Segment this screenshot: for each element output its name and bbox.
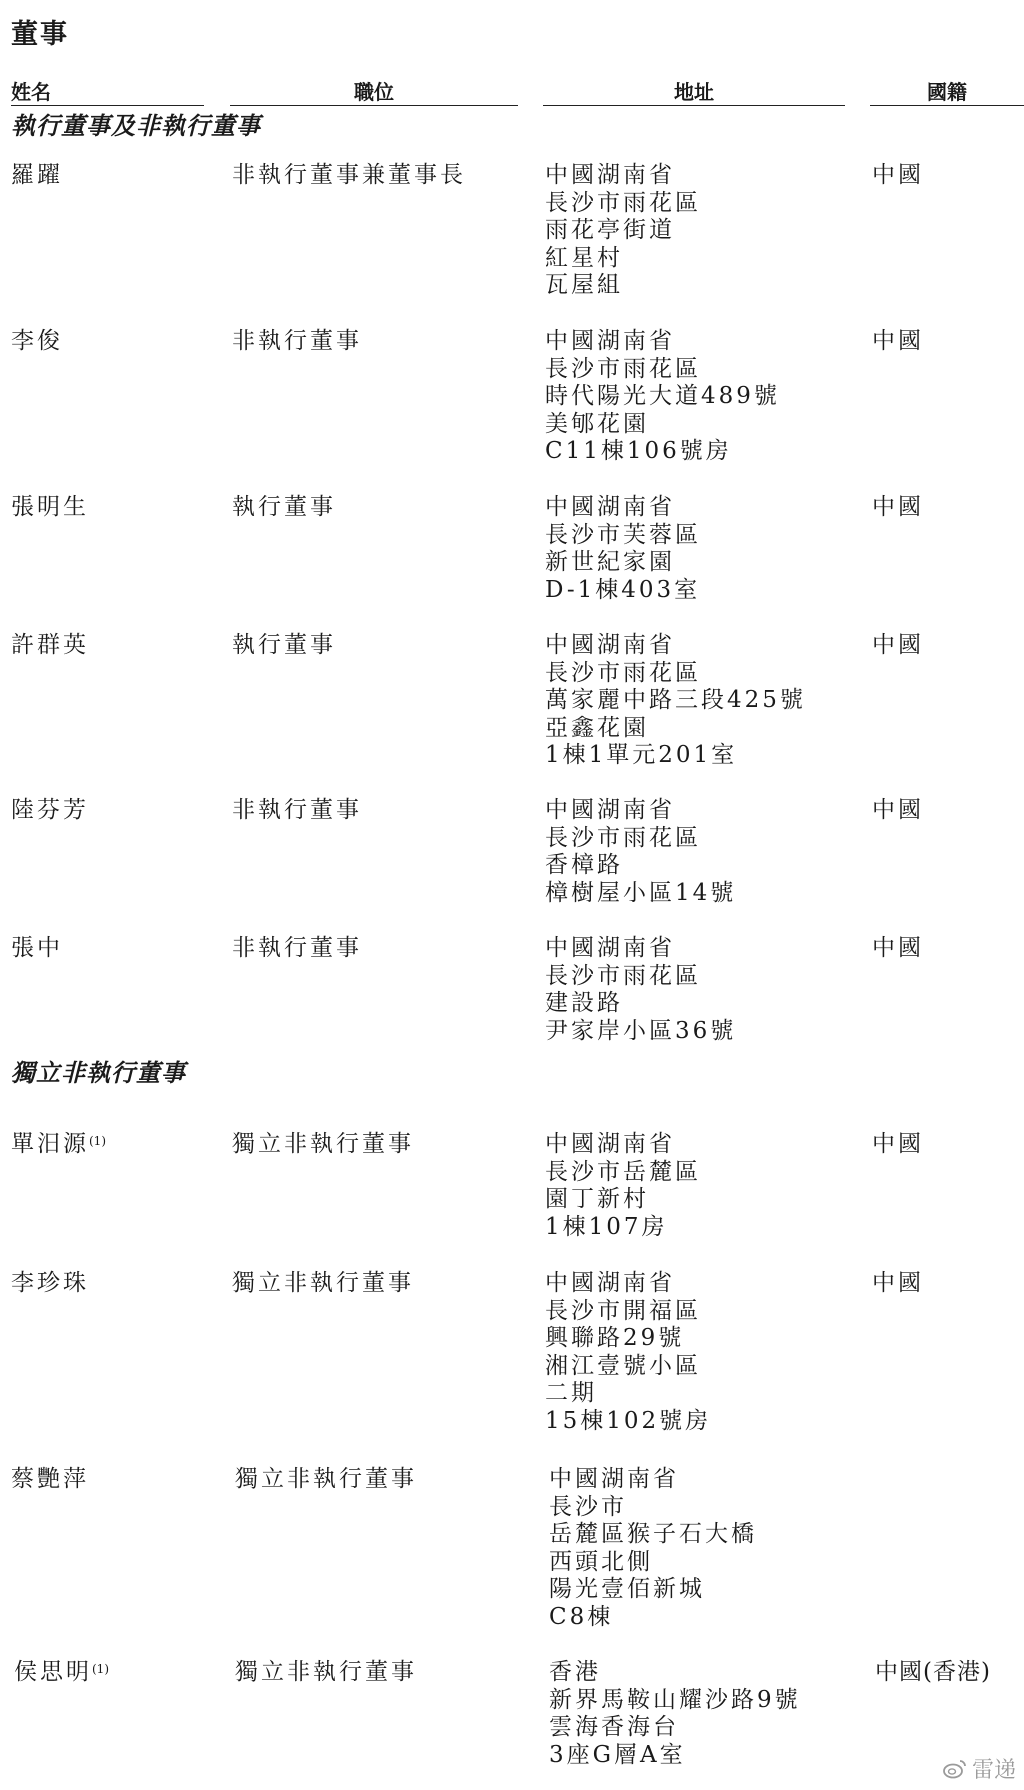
director-address xyxy=(545,797,736,907)
address-line: 長沙市雨花區 xyxy=(545,962,701,989)
address-line: 時代陽光大道489號 xyxy=(545,383,780,409)
director-address xyxy=(545,1131,701,1241)
footnote-marker: (1) xyxy=(89,1134,106,1148)
director-address xyxy=(545,632,806,770)
address-line: 長沙市雨花區 xyxy=(545,189,701,216)
director-position: 非執行董事 xyxy=(232,797,362,823)
director-position: 執行董事 xyxy=(232,494,336,520)
director-address xyxy=(549,1659,801,1769)
director-address xyxy=(549,1466,757,1631)
director-nationality: 中國 xyxy=(872,1131,924,1157)
address-line: 長沙市開福區 xyxy=(545,1297,701,1324)
address-line: C8棟 xyxy=(549,1603,614,1630)
footnote-marker: (1) xyxy=(92,1662,109,1676)
director-name: 許群英 xyxy=(11,632,89,658)
director-nationality: 中國 xyxy=(872,162,924,188)
watermark xyxy=(943,1753,1016,1784)
address-line: 雨花亭街道 xyxy=(545,217,675,243)
address-line: D-1棟403室 xyxy=(545,576,701,603)
director-name: 李珍珠 xyxy=(11,1270,89,1296)
address-line: 中國湖南省 xyxy=(545,494,675,520)
address-line: 興聯路29號 xyxy=(545,1325,685,1351)
director-name: 侯思明$^{(1)}$ xyxy=(14,1659,109,1685)
address-line: 萬家麗中路三段425號 xyxy=(545,687,806,713)
section-title-independent: 獨立非執行董事 xyxy=(11,1058,186,1087)
address-line: 中國湖南省 xyxy=(549,1466,679,1492)
address-line: 二期 xyxy=(545,1380,597,1406)
address-line: 中國湖南省 xyxy=(545,328,675,354)
director-position: 執行董事 xyxy=(232,632,336,658)
address-line: 長沙市雨花區 xyxy=(545,659,701,686)
director-position: 獨立非執行董事 xyxy=(235,1659,417,1685)
director-name: 李俊 xyxy=(11,328,63,354)
address-line: 長沙市雨花區 xyxy=(545,355,701,382)
watermark-text: 雷递 xyxy=(971,1758,1016,1783)
address-line: 香港 xyxy=(549,1659,601,1685)
address-line: 中國湖南省 xyxy=(545,632,675,658)
director-address xyxy=(545,162,701,300)
address-line: 建設路 xyxy=(545,990,623,1016)
director-name: 蔡艷萍 xyxy=(11,1466,89,1492)
address-line: 西頭北側 xyxy=(549,1548,653,1575)
address-line: 中國湖南省 xyxy=(545,162,675,188)
page-title: 董事 xyxy=(11,19,69,50)
director-address xyxy=(545,328,780,466)
director-name: 張中 xyxy=(11,935,63,961)
address-line: 長沙市岳麓區 xyxy=(545,1158,701,1185)
address-line: 雲海香海台 xyxy=(549,1714,679,1740)
address-line: 15棟102號房 xyxy=(545,1407,712,1434)
director-position: 獨立非執行董事 xyxy=(232,1131,414,1157)
director-name: 張明生 xyxy=(11,494,89,520)
director-nationality: 中國 xyxy=(872,797,924,823)
address-line: 瓦屋組 xyxy=(545,272,623,298)
address-line: 紅星村 xyxy=(545,244,623,271)
director-address xyxy=(545,494,701,604)
address-line: 樟樹屋小區14號 xyxy=(545,879,737,906)
address-line: 岳麓區猴子石大橋 xyxy=(549,1521,757,1547)
address-line: 香樟路 xyxy=(545,852,623,878)
address-line: 尹家岸小區36號 xyxy=(545,1017,737,1044)
address-line: 園丁新村 xyxy=(545,1186,649,1212)
director-name: 陸芬芳 xyxy=(11,797,89,823)
weibo-icon xyxy=(943,1759,967,1779)
address-line: 湘江壹號小區 xyxy=(545,1352,701,1379)
address-line: 新界馬鞍山耀沙路9號 xyxy=(549,1686,801,1713)
director-position: 非執行董事 xyxy=(232,935,362,961)
address-line: 中國湖南省 xyxy=(545,935,675,961)
address-line: 長沙市芙蓉區 xyxy=(545,521,701,548)
director-name: 羅躍 xyxy=(11,162,63,188)
header-name: 姓名 xyxy=(11,76,204,106)
director-position: 非執行董事 xyxy=(232,328,362,354)
header-nationality: 國籍 xyxy=(870,76,1024,106)
director-address xyxy=(545,1270,711,1435)
director-nationality: 中國 xyxy=(872,935,924,961)
address-line: 中國湖南省 xyxy=(545,1131,675,1157)
address-line: 陽光壹佰新城 xyxy=(549,1576,705,1602)
director-name: 單汨源$^{(1)}$ xyxy=(11,1131,106,1157)
director-nationality: 中國 xyxy=(872,328,924,354)
address-line: 亞鑫花園 xyxy=(545,714,649,741)
address-line: 1棟107房 xyxy=(545,1213,668,1240)
address-line: 1棟1單元201室 xyxy=(545,742,738,768)
director-position: 獨立非執行董事 xyxy=(235,1466,417,1492)
address-line: 中國湖南省 xyxy=(545,1270,675,1296)
address-line: 中國湖南省 xyxy=(545,797,675,823)
director-position: 獨立非執行董事 xyxy=(232,1270,414,1296)
director-nationality: 中國 xyxy=(872,632,924,658)
header-address: 地址 xyxy=(543,76,845,106)
director-position: 非執行董事兼董事長 xyxy=(232,162,466,188)
section-title-executive: 執行董事及非執行董事 xyxy=(11,111,261,140)
address-line: C11棟106號房 xyxy=(545,438,732,464)
director-nationality: 中國(香港) xyxy=(875,1659,991,1685)
director-nationality: 中國 xyxy=(872,1270,924,1296)
director-nationality: 中國 xyxy=(872,494,924,520)
address-line: 新世紀家園 xyxy=(545,549,675,575)
header-position: 職位 xyxy=(230,76,518,106)
address-line: 3座G層A室 xyxy=(549,1741,686,1768)
address-line: 美郇花園 xyxy=(545,410,649,437)
address-line: 長沙市雨花區 xyxy=(545,824,701,851)
director-address xyxy=(545,935,736,1045)
address-line: 長沙市 xyxy=(549,1493,627,1520)
